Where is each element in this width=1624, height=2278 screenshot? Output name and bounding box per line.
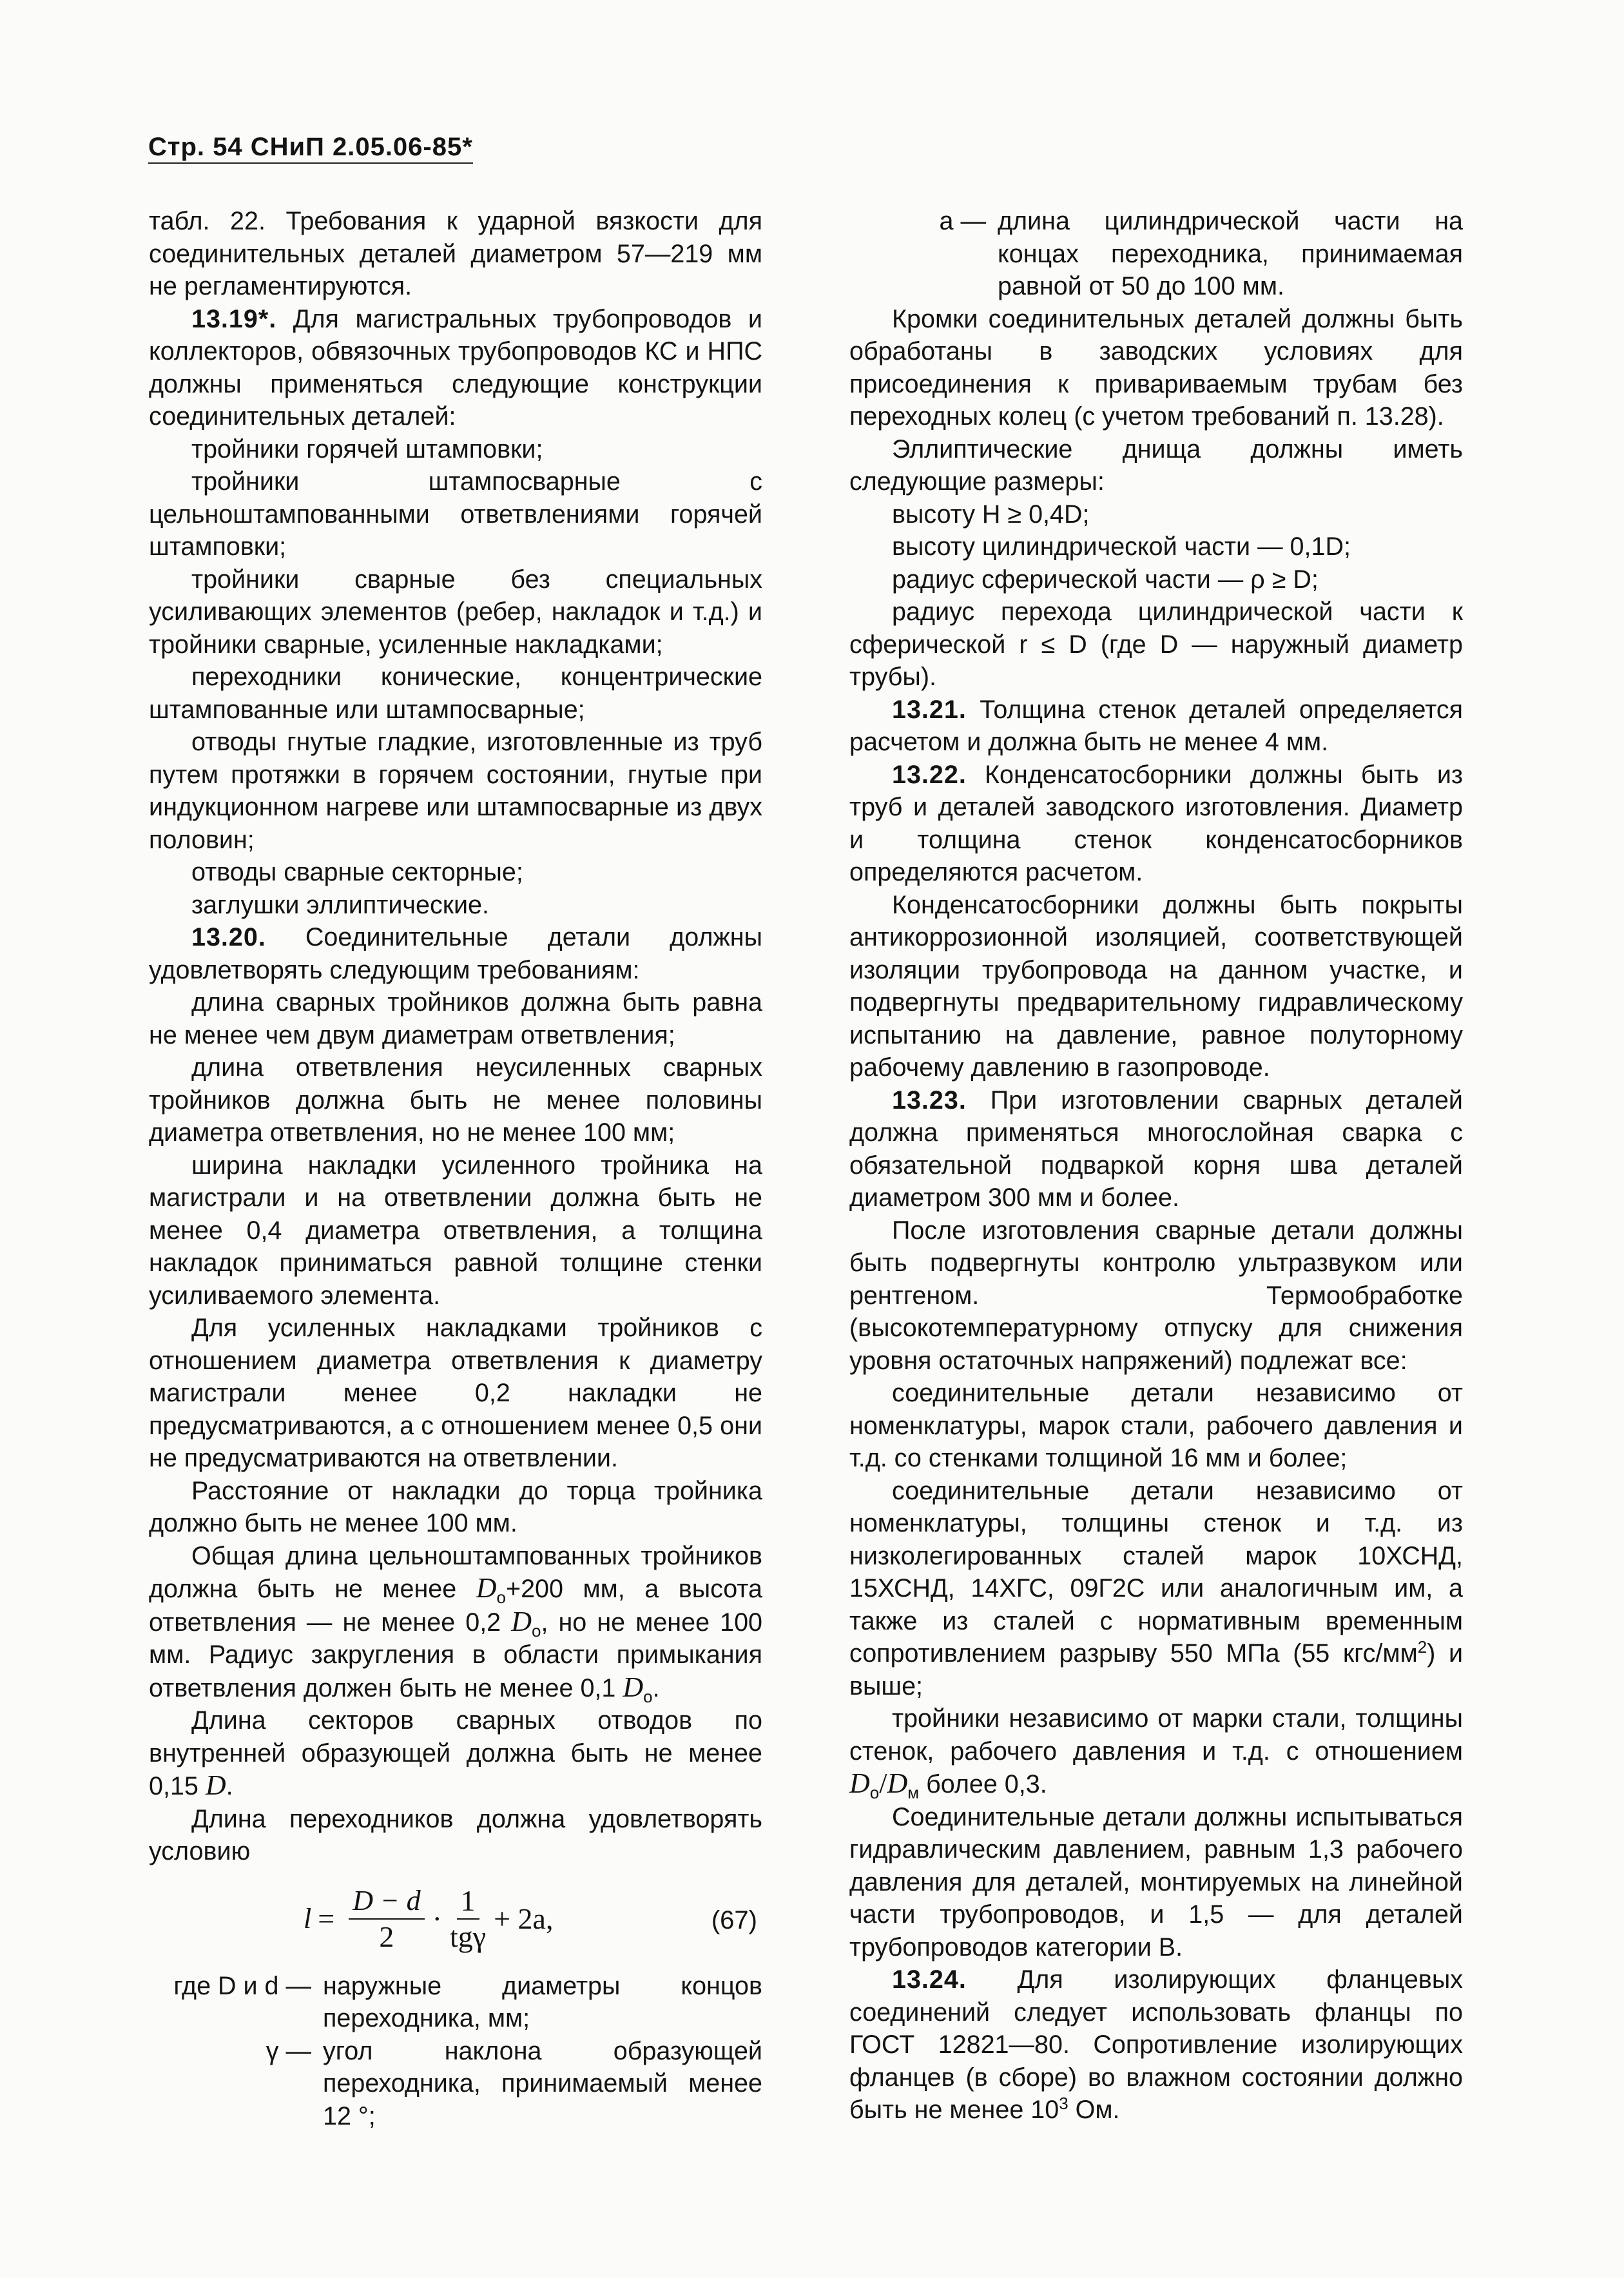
where-legend (149, 1970, 762, 2133)
symbol-D: D (511, 1605, 532, 1637)
formula-body (304, 1885, 553, 1954)
fraction-1 (349, 1885, 424, 1954)
paragraph: Соединительные детали должны испытываться гидравлическим давлением, равным 1,3 рабочего давления для деталей, монтируемых на линейной части трубопроводов, и 1,5 — для деталей трубопроводов категории В. (849, 1802, 1463, 1962)
text-run: Общая длина цельноштампованных тройников должна быть не менее (149, 1541, 762, 1603)
subscript: м (907, 1782, 920, 1802)
section-text: Для магистральных трубопроводов и коллекторов, обвязочных трубопроводов КС и НПС должны применяться следующие конструкции соединительных деталей: (149, 304, 762, 431)
paragraph: Длина переходников должна удовлетворять условию (149, 1804, 762, 1865)
section-text: Для изолирующих фланцевых соединений следует использовать фланцы по ГОСТ 12821—80. Сопротивление изолирующих фланцев (в сборе) во влажном состоянии должно быть не менее 10 (849, 1965, 1463, 2124)
text-run: соединительные детали независимо от номенклатуры, толщины стенок и т.д. из низколегированных сталей марок 10ХСНД, 15ХСНД, 14ХГС, 09Г2С или аналогичным им, а также из сталей с нормативным временным сопротивлением разрыву 550 МПа (55 кгс/мм (849, 1476, 1463, 1668)
formula-lhs: l (304, 1902, 312, 1934)
legend-symbol: γ — (266, 2036, 311, 2065)
list-item: ширина накладки усиленного тройника на магистрали и на ответвлении должна быть не менее 0,4 диаметра ответвления, а толщина накладок приниматься равной толщине стенки усиливаемого элемента. (149, 1151, 762, 1310)
fraction-denominator: tgγ (449, 1920, 487, 1953)
paragraph: Конденсатосборники должны быть покрыты антикоррозионной изоляцией, соответствующей изоляции трубопровода на данном участке, и подвергнуты предварительному гидравлическому испытанию на давление, равное полуторному рабочему давлению в газопроводе. (849, 890, 1463, 1082)
formula-dot: · (432, 1902, 442, 1935)
symbol-D: D (887, 1767, 908, 1799)
paragraph-tee-length (149, 1540, 762, 1705)
right-column (849, 205, 1463, 2127)
section-13-21 (849, 694, 1463, 759)
section-text: Соединительные детали должны удовлетворять следующим требованиям: (149, 923, 762, 984)
list-item: высоту H ≥ 0,4D; (892, 500, 1090, 529)
subscript: о (643, 1686, 653, 1706)
legend-description: угол наклона образующей переходника, принимаемый менее 12 °; (323, 2036, 762, 2130)
list-item: длина ответвления неусиленных сварных тройников должна быть не менее половины диаметра ответвления, но не менее 100 мм; (149, 1053, 762, 1147)
page-header: Стр. 54 СНиП 2.05.06-85* (148, 133, 473, 164)
list-item: соединительные детали независимо от номенклатуры, марок стали, рабочего давления и т.д. со стенками толщиной 16 мм и более; (849, 1379, 1463, 1472)
list-item: Для усиленных накладками тройников с отношением диаметра ответвления к диаметру магистрали менее 0,2 накладки не предусматриваются, а с отношением менее 0,5 они не предусматриваются на ответвлении. (149, 1314, 762, 1472)
section-number: 13.22. (892, 760, 967, 789)
fraction-denominator: 2 (379, 1920, 394, 1953)
list-item: отводы сварные секторные; (191, 858, 523, 886)
text-run: +200 мм, а высота ответвления — не менее 0,2 (149, 1575, 763, 1637)
legend-symbol: где D и d — (173, 1971, 311, 2000)
fraction-2 (450, 1885, 486, 1954)
superscript: 3 (1059, 2093, 1068, 2113)
paragraph-sectors (149, 1704, 762, 1803)
paragraph: табл. 22. Требования к ударной вязкости для соединительных деталей диаметром 57—219 мм не регламентируются. (149, 207, 762, 300)
section-text: При изготовлении сварных деталей должна применяться многослойная сварка с обязательной подваркой корня шва деталей диаметром 300 мм и более. (849, 1085, 1463, 1212)
section-number: 13.19*. (191, 304, 277, 333)
formula-eq: = (318, 1902, 335, 1935)
fraction-numerator: 1 (457, 1885, 479, 1920)
list-item: отводы гнутые гладкие, изготовленные из труб путем протяжки в горячем состоянии, гнутые при индукционном нагреве или штампосварные из двух половин; (149, 728, 762, 854)
section-13-22 (849, 759, 1463, 889)
left-column (149, 205, 762, 2132)
section-13-23 (849, 1084, 1463, 1214)
fraction-numerator: D − d (349, 1885, 424, 1920)
superscript: 2 (1417, 1637, 1427, 1657)
formula-number: (67) (711, 1905, 757, 1934)
symbol-D: D (623, 1671, 644, 1703)
section-13-24 (849, 1963, 1463, 2127)
section-number: 13.21. (892, 695, 967, 724)
paragraph: радиус перехода цилиндрической части к сферической r ≤ D (где D — наружный диаметр трубы). (849, 598, 1463, 691)
list-item: радиус сферической части — ρ ≥ D; (892, 565, 1319, 594)
list-item (849, 1702, 1463, 1801)
subscript: о (496, 1587, 506, 1607)
paragraph: Кромки соединительных деталей должны быть обработаны в заводских условиях для присоединения к привариваемым трубам без переходных колец (с учетом требований п. 13.28). (849, 304, 1463, 431)
text-run: более 0,3. (919, 1770, 1047, 1798)
list-item: высоту цилиндрической части — 0,1D; (892, 532, 1351, 561)
paragraph: Эллиптические днища должны иметь следующие размеры: (849, 434, 1463, 496)
list-item: заглушки эллиптические. (191, 890, 490, 919)
ratio-slash: / (879, 1767, 887, 1799)
list-item: Расстояние от накладки до торца тройника должно быть не менее 100 мм. (149, 1476, 762, 1537)
text-run: , но не менее 100 мм. Радиус закругления в области примыкания ответвления должен быть не менее 0,1 (149, 1608, 762, 1702)
section-13-20 (149, 921, 762, 986)
list-item: тройники сварные без специальных усиливающих элементов (ребер, накладок и т.д.) и тройники сварные, усиленные накладками; (149, 565, 762, 659)
text-run: Длина секторов сварных отводов по внутренней образующей должна быть не менее 0,15 (149, 1706, 762, 1800)
legend-description: наружные диаметры концов переходника, мм; (323, 1971, 762, 2032)
paragraph: После изготовления сварные детали должны быть подвергнуты контролю ультразвуком или рентгеном. Термообработке (высокотемпературному отпуску для снижения уровня остаточных напряжений) подлежат все: (849, 1216, 1463, 1375)
section-text-tail: Ом. (1068, 2096, 1120, 2124)
section-13-19 (149, 303, 762, 433)
period: . (652, 1673, 660, 1702)
subscript: о (869, 1782, 880, 1802)
legend-a (849, 205, 1463, 303)
symbol-D: D (849, 1767, 870, 1799)
list-item (849, 1475, 1463, 1703)
section-number: 13.20. (191, 923, 266, 951)
list-item: переходники конические, концентрические штампованные или штампосварные; (149, 663, 762, 724)
legend-description: длина цилиндрической части на концах переходника, принимаемая равной от 50 до 100 мм. (998, 207, 1463, 300)
section-number: 13.24. (892, 1965, 967, 1994)
symbol-D: D (205, 1769, 226, 1801)
list-item: длина сварных тройников должна быть равна не менее чем двум диаметрам ответвления; (149, 988, 762, 1049)
symbol-D: D (476, 1572, 497, 1604)
legend-symbol: a — (939, 207, 986, 235)
section-text: Толщина стенок деталей определяется расчетом и должна быть не менее 4 мм. (849, 695, 1463, 756)
formula-tail: + 2a, (494, 1902, 554, 1935)
text-run: тройники независимо от марки стали, толщины стенок, рабочего давления и т.д. с отношением (849, 1704, 1463, 1766)
list-item: тройники штампосварные с цельноштампованными ответвлениями горячей штамповки; (149, 467, 762, 561)
subscript: о (531, 1621, 541, 1640)
formula-67 (149, 1873, 762, 1970)
text-run: . (226, 1772, 233, 1800)
list-item: тройники горячей штамповки; (191, 434, 543, 463)
section-number: 13.23. (892, 1085, 967, 1115)
section-text: Конденсатосборники должны быть из труб и деталей заводского изготовления. Диаметр и толщина стенок конденсатосборников определяются расчетом. (849, 760, 1463, 886)
text-run: ) и выше; (849, 1639, 1464, 1700)
